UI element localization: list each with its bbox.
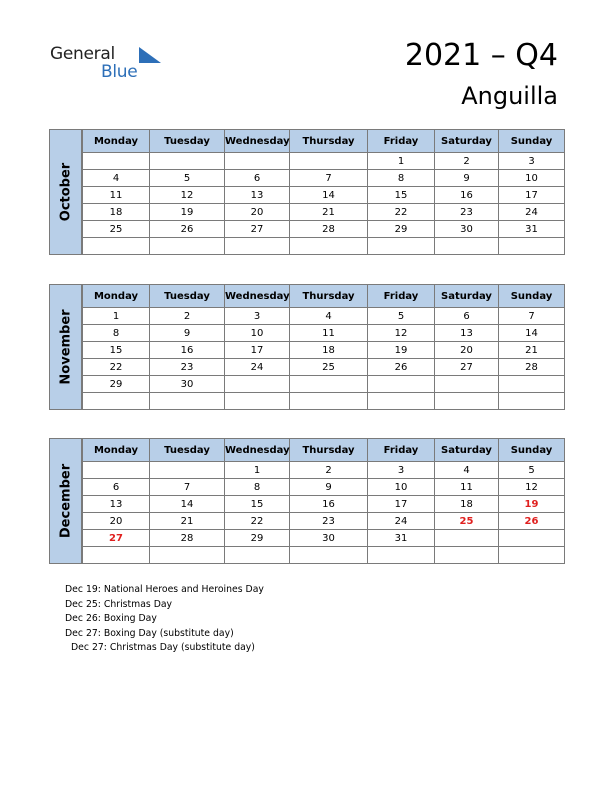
day-cell: 24 — [225, 359, 290, 376]
week-row — [83, 308, 565, 325]
day-cell: 30 — [435, 221, 499, 238]
weekday-header: Friday — [368, 285, 435, 308]
week-row — [83, 547, 565, 564]
day-cell: 27 — [225, 221, 290, 238]
day-cell: 3 — [499, 153, 565, 170]
day-cell: 7 — [290, 170, 368, 187]
day-cell — [290, 547, 368, 564]
weekday-header: Wednesday — [225, 285, 290, 308]
day-cell: 14 — [150, 496, 225, 513]
day-cell: 18 — [83, 204, 150, 221]
calendar-table — [82, 284, 565, 410]
day-cell: 29 — [225, 530, 290, 547]
weekday-header: Saturday — [435, 285, 499, 308]
day-cell — [83, 393, 150, 410]
weekday-header: Friday — [368, 439, 435, 462]
week-row — [83, 530, 565, 547]
week-row — [83, 187, 565, 204]
day-cell: 9 — [150, 325, 225, 342]
day-cell: 29 — [368, 221, 435, 238]
day-cell — [150, 153, 225, 170]
day-cell: 26 — [499, 513, 565, 530]
day-cell — [499, 238, 565, 255]
day-cell: 2 — [290, 462, 368, 479]
month-label — [49, 438, 82, 564]
weekday-header: Thursday — [290, 439, 368, 462]
day-cell: 30 — [290, 530, 368, 547]
day-cell — [150, 462, 225, 479]
week-row — [83, 496, 565, 513]
day-cell: 1 — [83, 308, 150, 325]
day-cell: 17 — [225, 342, 290, 359]
day-cell: 7 — [499, 308, 565, 325]
day-cell: 31 — [368, 530, 435, 547]
day-cell — [225, 238, 290, 255]
day-cell — [290, 376, 368, 393]
calendar-table — [82, 438, 565, 564]
day-cell: 2 — [150, 308, 225, 325]
day-cell — [368, 547, 435, 564]
day-cell: 5 — [368, 308, 435, 325]
day-cell: 26 — [368, 359, 435, 376]
month-calendar-2 — [49, 438, 564, 564]
brand-logo — [50, 44, 150, 84]
day-cell: 22 — [225, 513, 290, 530]
week-row — [83, 238, 565, 255]
day-cell: 14 — [499, 325, 565, 342]
day-cell — [499, 547, 565, 564]
day-cell: 16 — [150, 342, 225, 359]
day-cell — [225, 547, 290, 564]
day-cell — [368, 393, 435, 410]
day-cell: 30 — [150, 376, 225, 393]
weekday-header: Monday — [83, 130, 150, 153]
day-cell: 6 — [225, 170, 290, 187]
day-cell — [83, 547, 150, 564]
day-cell: 19 — [150, 204, 225, 221]
day-cell: 17 — [368, 496, 435, 513]
weekday-header: Sunday — [499, 130, 565, 153]
day-cell: 13 — [435, 325, 499, 342]
day-cell: 31 — [499, 221, 565, 238]
holiday-note: Dec 27: Christmas Day (substitute day) — [71, 642, 255, 654]
week-row — [83, 221, 565, 238]
day-cell — [290, 153, 368, 170]
month-name: October — [58, 162, 73, 222]
weekday-header: Wednesday — [225, 130, 290, 153]
day-cell: 19 — [368, 342, 435, 359]
day-cell: 8 — [368, 170, 435, 187]
day-cell: 3 — [225, 308, 290, 325]
day-cell: 22 — [83, 359, 150, 376]
weekday-header: Sunday — [499, 285, 565, 308]
day-cell: 23 — [435, 204, 499, 221]
day-cell — [83, 238, 150, 255]
day-cell: 14 — [290, 187, 368, 204]
logo-triangle-icon — [139, 47, 161, 63]
day-cell: 12 — [499, 479, 565, 496]
day-cell: 9 — [435, 170, 499, 187]
month-label — [49, 284, 82, 410]
day-cell: 10 — [225, 325, 290, 342]
day-cell — [499, 530, 565, 547]
day-cell: 29 — [83, 376, 150, 393]
day-cell — [435, 530, 499, 547]
holiday-note: Dec 27: Boxing Day (substitute day) — [65, 627, 234, 639]
logo-blue-text: Blue — [101, 62, 138, 82]
day-cell: 23 — [150, 359, 225, 376]
weekday-header-row — [83, 285, 565, 308]
day-cell — [435, 547, 499, 564]
week-row — [83, 204, 565, 221]
weekday-header: Sunday — [499, 439, 565, 462]
day-cell: 6 — [435, 308, 499, 325]
holiday-note: Dec 19: National Heroes and Heroines Day — [65, 584, 264, 595]
day-cell: 8 — [83, 325, 150, 342]
day-cell: 13 — [83, 496, 150, 513]
day-cell: 17 — [499, 187, 565, 204]
day-cell — [499, 376, 565, 393]
holiday-note: Dec 25: Christmas Day — [65, 598, 173, 610]
day-cell: 20 — [83, 513, 150, 530]
holiday-note: Dec 26: Boxing Day — [65, 613, 157, 625]
day-cell: 1 — [225, 462, 290, 479]
week-row — [83, 170, 565, 187]
weekday-header: Thursday — [290, 285, 368, 308]
day-cell — [435, 238, 499, 255]
day-cell: 4 — [290, 308, 368, 325]
day-cell: 4 — [435, 462, 499, 479]
day-cell: 5 — [150, 170, 225, 187]
weekday-header: Friday — [368, 130, 435, 153]
day-cell: 26 — [150, 221, 225, 238]
month-name: November — [58, 309, 73, 385]
day-cell: 25 — [435, 513, 499, 530]
day-cell: 5 — [499, 462, 565, 479]
weekday-header: Saturday — [435, 439, 499, 462]
day-cell: 8 — [225, 479, 290, 496]
holiday-notes — [65, 583, 264, 656]
day-cell: 23 — [290, 513, 368, 530]
week-row — [83, 376, 565, 393]
day-cell — [225, 153, 290, 170]
day-cell — [368, 238, 435, 255]
week-row — [83, 479, 565, 496]
month-calendar-0 — [49, 129, 564, 255]
day-cell: 18 — [435, 496, 499, 513]
week-row — [83, 513, 565, 530]
day-cell: 18 — [290, 342, 368, 359]
day-cell: 10 — [499, 170, 565, 187]
month-calendar-1 — [49, 284, 564, 410]
day-cell: 21 — [290, 204, 368, 221]
day-cell: 3 — [368, 462, 435, 479]
day-cell — [290, 238, 368, 255]
day-cell: 4 — [83, 170, 150, 187]
day-cell: 19 — [499, 496, 565, 513]
weekday-header: Tuesday — [150, 285, 225, 308]
week-row — [83, 325, 565, 342]
day-cell: 22 — [368, 204, 435, 221]
day-cell: 12 — [150, 187, 225, 204]
day-cell — [83, 153, 150, 170]
day-cell: 1 — [368, 153, 435, 170]
logo-general-text: General — [50, 44, 115, 64]
day-cell: 11 — [435, 479, 499, 496]
weekday-header-row — [83, 130, 565, 153]
day-cell: 16 — [435, 187, 499, 204]
day-cell: 11 — [290, 325, 368, 342]
week-row — [83, 153, 565, 170]
day-cell — [225, 393, 290, 410]
week-row — [83, 342, 565, 359]
month-label — [49, 129, 82, 255]
day-cell: 27 — [435, 359, 499, 376]
day-cell: 20 — [435, 342, 499, 359]
day-cell: 24 — [368, 513, 435, 530]
day-cell: 28 — [499, 359, 565, 376]
week-row — [83, 393, 565, 410]
weekday-header: Tuesday — [150, 439, 225, 462]
weekday-header: Monday — [83, 439, 150, 462]
day-cell: 15 — [83, 342, 150, 359]
day-cell: 16 — [290, 496, 368, 513]
day-cell — [290, 393, 368, 410]
day-cell — [150, 547, 225, 564]
day-cell: 28 — [150, 530, 225, 547]
page-title: 2021 – Q4 — [404, 38, 558, 73]
weekday-header: Tuesday — [150, 130, 225, 153]
weekday-header: Saturday — [435, 130, 499, 153]
day-cell: 21 — [499, 342, 565, 359]
day-cell: 28 — [290, 221, 368, 238]
month-name: December — [58, 463, 73, 539]
day-cell: 6 — [83, 479, 150, 496]
day-cell: 9 — [290, 479, 368, 496]
day-cell: 2 — [435, 153, 499, 170]
day-cell: 12 — [368, 325, 435, 342]
day-cell — [499, 393, 565, 410]
day-cell — [150, 393, 225, 410]
day-cell: 20 — [225, 204, 290, 221]
day-cell: 15 — [368, 187, 435, 204]
day-cell: 15 — [225, 496, 290, 513]
day-cell — [368, 376, 435, 393]
weekday-header: Thursday — [290, 130, 368, 153]
day-cell: 21 — [150, 513, 225, 530]
weekday-header: Wednesday — [225, 439, 290, 462]
day-cell: 7 — [150, 479, 225, 496]
weekday-header: Monday — [83, 285, 150, 308]
day-cell: 10 — [368, 479, 435, 496]
day-cell — [435, 376, 499, 393]
day-cell — [150, 238, 225, 255]
day-cell: 25 — [290, 359, 368, 376]
day-cell — [435, 393, 499, 410]
day-cell — [83, 462, 150, 479]
day-cell: 27 — [83, 530, 150, 547]
country-name: Anguilla — [461, 82, 558, 110]
day-cell: 11 — [83, 187, 150, 204]
week-row — [83, 462, 565, 479]
weekday-header-row — [83, 439, 565, 462]
day-cell — [225, 376, 290, 393]
day-cell: 13 — [225, 187, 290, 204]
calendar-table — [82, 129, 565, 255]
week-row — [83, 359, 565, 376]
day-cell: 25 — [83, 221, 150, 238]
day-cell: 24 — [499, 204, 565, 221]
